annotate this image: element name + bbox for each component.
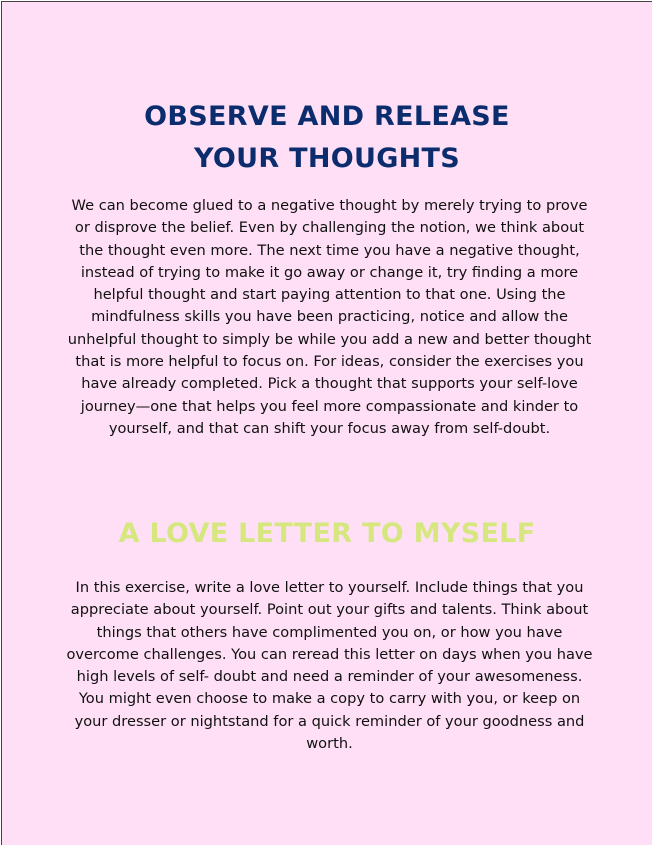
paragraph-observe-and-release: We can become glued to a negative thought by merely trying to prove or disprove the belief. Even by challenging the notion, we think about the thought even more. The next time you have a negative thought, instead of trying to make it go away or change it, try finding a more helpful thought and start paying attention to that one. Using the mindfulness skills you have been practicing, notice and allow the unhelpful thought to simply be while you add a new and better thought that is more helpful to focus on. For ideas, consider the exercises you have already completed. Pick a thought that supports your self-love journey—one that helps you feel more compassionate and kinder to yourself, and that can shift your focus away from self-doubt. [67, 197, 592, 437]
heading-line-1: OBSERVE AND RELEASE [144, 101, 510, 132]
paragraph-love-letter: In this exercise, write a love letter to yourself. Include things that you appreciate about yourself. Point out your gifts and talents. Think about things that others have complimented you on, or how you have overcome challenges. You can reread this letter on days when you have high levels of self- doubt and need a reminder of your awesomeness. You might even choose to make a copy to carry with you, or keep on your dresser or nightstand for a quick reminder of your goodness and worth. [66, 579, 593, 753]
heading-observe-and-release [2, 96, 652, 180]
heading-love-letter: A LOVE LETTER TO MYSELF [118, 518, 536, 549]
heading-line-2: YOUR THOUGHTS [193, 143, 461, 174]
document-page [1, 1, 652, 845]
